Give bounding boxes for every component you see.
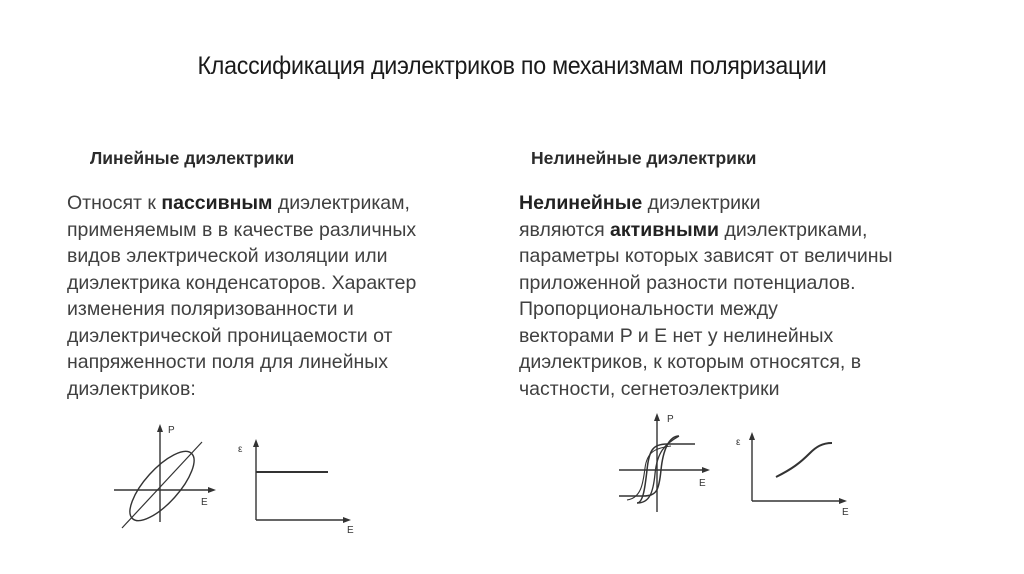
graph-x-label: E	[347, 525, 354, 535]
text-line: векторами P и E нет у нелинейных	[519, 324, 834, 347]
text-line: Пропорциональности между	[519, 298, 778, 320]
text-line: диэлектриков, к которым относятся, в	[519, 351, 862, 373]
slide-title: Классификация диэлектриков по механизмам поляризации	[197, 52, 827, 80]
linear-polarization-graph	[110, 420, 220, 530]
text-line: видов электрической изоляции или	[67, 245, 388, 267]
text-line: диэлектрика конденсаторов. Характер	[67, 271, 417, 294]
text-line: параметры которых зависят от величины	[519, 245, 893, 267]
text-line: диэлектриков:	[67, 377, 196, 400]
text-line: приложенной разности потенциалов.	[519, 271, 856, 294]
linear-permittivity-graph	[232, 430, 362, 535]
text-line: частности, сегнетоэлектрики	[519, 377, 780, 400]
text-line: диэлектрической проницаемости от	[67, 324, 393, 347]
left-column-text	[67, 190, 497, 402]
left-column-heading: Линейные диэлектрики	[90, 148, 295, 168]
graph-y-label: P	[667, 414, 674, 425]
text-line: Относят к пассивным диэлектрикам,	[67, 192, 410, 214]
text-line: применяемым в в качестве различных	[67, 218, 417, 241]
graph-y-label: ε	[736, 437, 741, 448]
right-column-text	[519, 190, 989, 402]
hysteresis-loop-graph	[615, 408, 715, 518]
graph-y-label: P	[168, 425, 175, 436]
graph-y-label: ε	[238, 444, 243, 455]
graph-x-label: E	[699, 478, 706, 489]
nonlinear-permittivity-graph	[728, 425, 858, 525]
text-line: напряженности поля для линейных	[67, 351, 388, 373]
graph-x-label: E	[201, 497, 208, 508]
right-column-heading: Нелинейные диэлектрики	[531, 148, 757, 168]
graph-x-label: E	[842, 507, 849, 518]
text-line: изменения поляризованности и	[67, 298, 354, 320]
text-line: Нелинейные диэлектрики	[519, 192, 761, 214]
text-line: являются активными диэлектриками,	[519, 218, 868, 241]
